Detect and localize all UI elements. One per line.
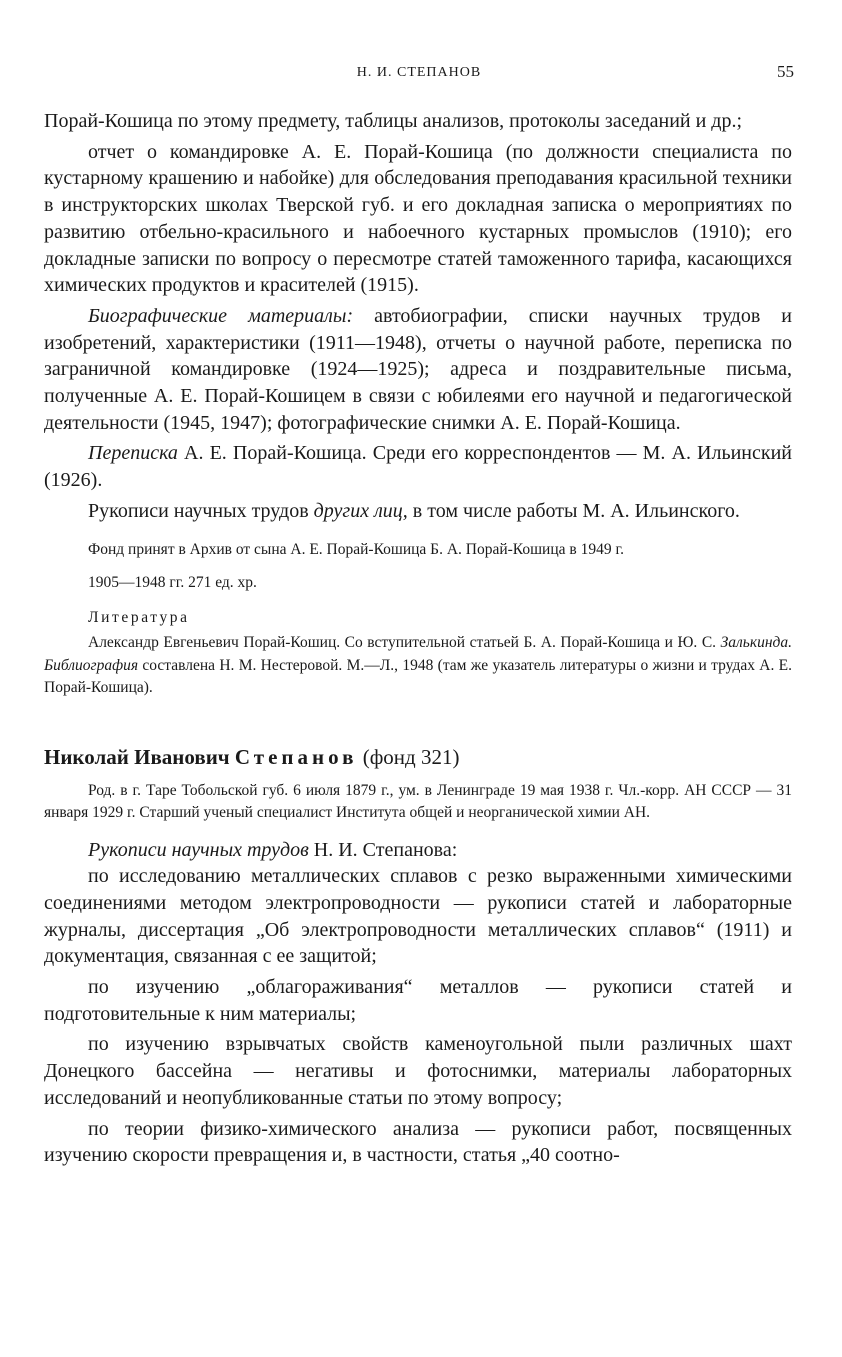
fund-note: Фонд принят в Архив от сына А. Е. Порай-Кошица Б. А. Порай-Кошица в 1949 г. xyxy=(88,540,624,558)
section-heading-name: Николай Иванович xyxy=(44,744,230,769)
fund-extent: 1905—1948 гг. 271 ед. хр. xyxy=(88,573,257,591)
list-item: по изучению взрывчатых свойств каменоугольной пыли различных шахт Донецкого бассейна — негативы и фотоснимки, материалы лабораторных исследований и неопубликованные статьи по этому вопросу; xyxy=(44,1033,792,1109)
running-head: Н. И. СТЕПАНОВ xyxy=(356,65,482,80)
other-manuscripts-after: в том числе работы М. А. Ильинского. xyxy=(407,499,740,522)
list-item: по исследованию металлических сплавов с резко выраженными химическими соединениями методом электропроводности — рукописи статей и лабораторные журналы, диссертация „Об электропроводности металлических сплавов“ (1911) и документация, связанная с ее защитой; xyxy=(44,865,792,968)
list-item: по теории физико-химического анализа — рукописи работ, посвященных изучению скорости превращения и, в частности, статья „40 соотно- xyxy=(44,1117,792,1167)
other-persons-label: других лиц, xyxy=(313,499,408,522)
section-heading xyxy=(44,742,792,772)
biography-note: Род. в г. Таре Тобольской губ. 6 июля 1879 г., ум. в Ленинграде 19 мая 1938 г. Чл.-корр. АН СССР — 31 января 1929 г. Старший ученый специалист Института общей и неорганической химии АН. xyxy=(44,781,792,822)
correspondence-text: А. Е. Порай-Кошица. Среди его корреспондентов — М. А. Ильинский (1926). xyxy=(44,442,792,492)
paragraph-biographical-materials xyxy=(44,303,792,437)
manuscripts-text: Н. И. Степанова: xyxy=(308,838,458,861)
literature-heading: Литература xyxy=(88,608,190,626)
manuscripts-label: Рукописи научных трудов xyxy=(88,838,309,861)
section-heading-fond: (фонд 321) xyxy=(362,744,460,769)
literature-text-1: Александр Евгеньевич Порай-Кошиц. Со вступительной статьей Б. А. Порай-Кошица и Ю. С. xyxy=(88,634,721,652)
paragraph-other-manuscripts xyxy=(44,498,792,525)
paragraph-manuscripts-heading xyxy=(44,837,792,864)
page-header xyxy=(44,62,794,86)
other-manuscripts-before: Рукописи научных трудов xyxy=(88,499,314,522)
paragraph-report: отчет о командировке А. Е. Порай-Кошица (по должности специалиста по кустарному крашению и набойке) для обследования преподавания красильной техники в инструкторских школах Тверской губ. и его докладная записка о мероприятиях по развитию отбельно-красильного и набоечного кустарных промыслов (1910); его докладные записки по вопросу о пересмотре статей таможенного тарифа, касающихся химических продуктов и красителей (1915). xyxy=(44,140,792,297)
list-item: по изучению „облагораживания“ металлов — рукописи статей и подготовительные к ним материалы; xyxy=(44,976,792,1025)
page-body xyxy=(44,108,792,1169)
correspondence-label: Переписка xyxy=(88,442,178,465)
paragraph-continuation: Порай-Кошица по этому предмету, таблицы анализов, протоколы заседаний и др.; xyxy=(44,110,743,132)
literature-italic: Залькинда. Библиография xyxy=(44,634,792,674)
paragraph-correspondence xyxy=(44,440,792,493)
literature-text-2: составлена Н. М. Нестеровой. М.—Л., 1948 (там же указатель литературы о жизни и трудах А. Е. Порай-Кошица). xyxy=(44,656,792,697)
literature-reference xyxy=(44,632,792,700)
biographical-materials-label: Биографические материалы: xyxy=(88,304,354,327)
section-heading-surname: Степанов xyxy=(234,744,358,769)
page-number: 55 xyxy=(777,62,794,81)
biographical-materials-text: автобиографии, списки научных трудов и изобретений, характеристики (1911—1948), отчеты о научной работе, переписка по заграничной командировке (1924—1925); адреса и поздравительные письма, полученные А. Е. Порай-Кошицем в связи с юбилеями его научной и педагогической деятельности (1945, 1947); фотографические снимки А. Е. Порай-Кошица. xyxy=(44,304,793,434)
